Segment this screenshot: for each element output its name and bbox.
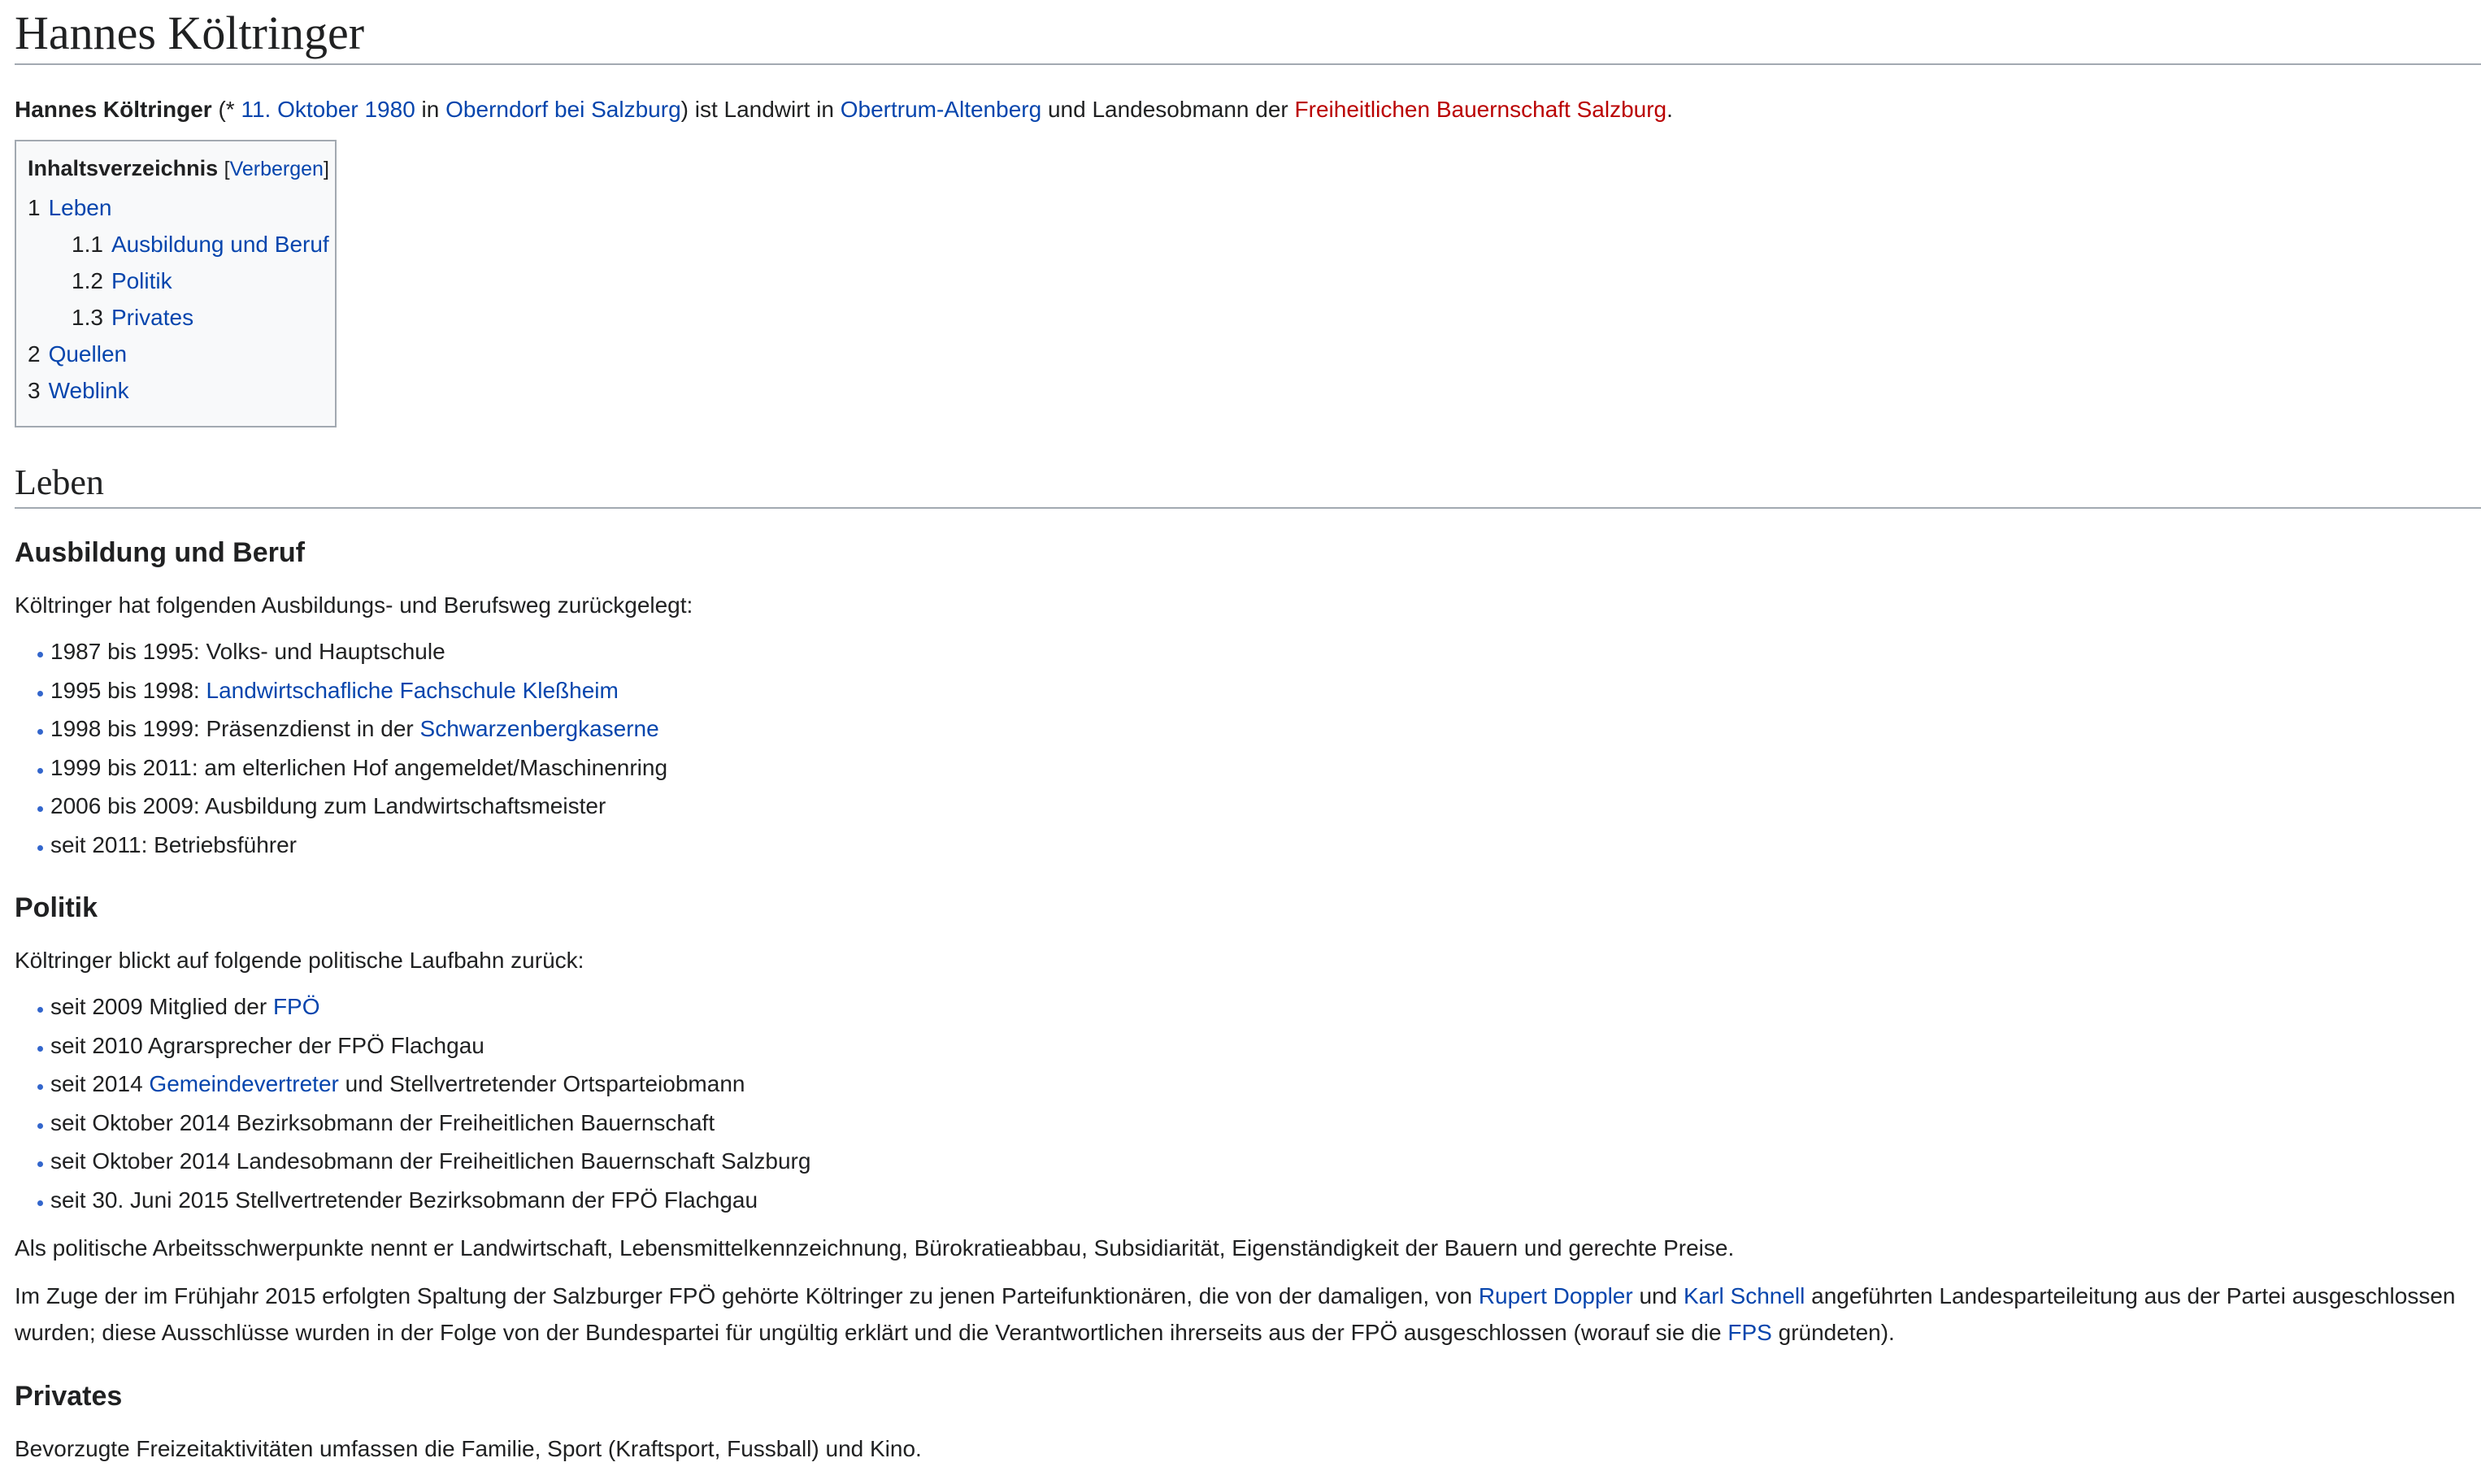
intro-text: (* bbox=[211, 97, 241, 122]
article-subject-name: Hannes Költringer bbox=[15, 97, 212, 122]
bullet-icon bbox=[37, 768, 43, 774]
list-item bbox=[15, 752, 667, 791]
toc-number: 1.1 bbox=[72, 232, 103, 257]
toc-link[interactable]: Privates bbox=[111, 305, 194, 330]
bullet-icon bbox=[37, 1161, 43, 1167]
toc-item-politik[interactable] bbox=[72, 266, 172, 297]
bullet-icon bbox=[37, 1046, 43, 1052]
subsection-heading-privates: Privates bbox=[15, 1381, 123, 1412]
subsection-heading-ausbildung: Ausbildung und Beruf bbox=[15, 537, 305, 568]
title-divider bbox=[15, 63, 2481, 65]
toc-item-weblink[interactable] bbox=[28, 375, 129, 406]
bullet-icon bbox=[37, 1200, 43, 1206]
bullet-icon bbox=[37, 1007, 43, 1013]
intro-text: ) ist Landwirt in bbox=[680, 97, 841, 122]
intro-text: . bbox=[1666, 97, 1673, 122]
paragraph-text: und bbox=[1632, 1283, 1684, 1308]
toc-link[interactable]: Quellen bbox=[48, 341, 128, 367]
bullet-icon bbox=[37, 1084, 43, 1090]
list-item-text: seit 2011: Betriebsführer bbox=[50, 831, 297, 857]
section-divider bbox=[15, 507, 2481, 509]
birth-place-link[interactable]: Oberndorf bei Salzburg bbox=[445, 97, 681, 122]
list-item-text: 1999 bis 2011: am elterlichen Hof angemeldet/Maschinenring bbox=[50, 754, 668, 780]
list-item bbox=[15, 675, 667, 714]
list-item-text: 2006 bis 2009: Ausbildung zum Landwirtschaftsmeister bbox=[50, 793, 606, 818]
list-item bbox=[15, 790, 667, 829]
list-item-text: 1995 bis 1998: bbox=[50, 677, 206, 703]
bullet-icon bbox=[37, 729, 43, 735]
toc-link[interactable]: Weblink bbox=[48, 378, 129, 403]
toc-toggle-wrapper bbox=[224, 158, 329, 180]
toc-link[interactable]: Ausbildung und Beruf bbox=[111, 232, 329, 257]
list-item-text: seit 30. Juni 2015 Stellvertretender Bezirksobmann der FPÖ Flachgau bbox=[50, 1187, 758, 1213]
toc-link[interactable]: Leben bbox=[48, 195, 112, 220]
toc-item-leben[interactable] bbox=[28, 193, 111, 223]
rupert-doppler-link[interactable]: Rupert Doppler bbox=[1478, 1283, 1633, 1308]
fpoe-link[interactable]: FPÖ bbox=[272, 994, 320, 1019]
politik-list bbox=[15, 991, 810, 1222]
list-item-text: 1987 bis 1995: Volks- und Hauptschule bbox=[50, 639, 445, 664]
toc-bracket: [ bbox=[224, 158, 230, 180]
politik-paragraph-2-line-2 bbox=[15, 1317, 1895, 1349]
list-item bbox=[15, 1145, 810, 1184]
page-title: Hannes Költringer bbox=[15, 7, 365, 59]
toc-number: 3 bbox=[28, 378, 41, 403]
toc-item-quellen[interactable] bbox=[28, 339, 127, 370]
paragraph-text: Im Zuge der im Frühjahr 2015 erfolgten Spaltung der Salzburger FPÖ gehörte Költringer zu jenen Parteifunktionären, die von der damaligen, von bbox=[15, 1283, 1479, 1308]
list-item bbox=[15, 991, 810, 1030]
toc-title: Inhaltsverzeichnis bbox=[28, 156, 219, 180]
kaserne-link[interactable]: Schwarzenbergkaserne bbox=[419, 716, 659, 741]
list-item bbox=[15, 1030, 810, 1069]
toc-number: 1.3 bbox=[72, 305, 103, 330]
toc-number: 1 bbox=[28, 195, 41, 220]
list-item-text: 1998 bis 1999: Präsenzdienst in der bbox=[50, 716, 420, 741]
toc-hide-toggle[interactable]: Verbergen bbox=[229, 158, 324, 180]
list-item-text: seit 2009 Mitglied der bbox=[50, 994, 273, 1019]
toc-item-privates[interactable] bbox=[72, 302, 193, 333]
list-item bbox=[15, 1184, 810, 1223]
politik-paragraph-1: Als politische Arbeitsschwerpunkte nennt er Landwirtschaft, Lebensmittelkennzeichnung, Bürokratieabbau, Subsidiarität, Eigenständigkeit der Bauern und gerechte Preise. bbox=[15, 1235, 1735, 1261]
bullet-icon bbox=[37, 806, 43, 812]
toc-item-ausbildung[interactable] bbox=[72, 229, 329, 260]
list-item bbox=[15, 829, 667, 868]
ausbildung-intro: Költringer hat folgenden Ausbildungs- und Berufsweg zurückgelegt: bbox=[15, 592, 693, 618]
bullet-icon bbox=[37, 845, 43, 851]
intro-paragraph bbox=[15, 93, 1673, 126]
bullet-icon bbox=[37, 652, 43, 657]
residence-link[interactable]: Obertrum-Altenberg bbox=[840, 97, 1042, 122]
toc-bracket: ] bbox=[323, 158, 329, 180]
toc-number: 2 bbox=[28, 341, 41, 367]
politik-intro: Költringer blickt auf folgende politische Laufbahn zurück: bbox=[15, 948, 584, 973]
birth-date-link[interactable]: 11. Oktober 1980 bbox=[241, 97, 415, 122]
list-item bbox=[15, 1068, 810, 1107]
intro-text: in bbox=[415, 97, 446, 122]
list-item bbox=[15, 1107, 810, 1146]
list-item bbox=[15, 636, 667, 675]
list-item-text: seit Oktober 2014 Bezirksobmann der Freiheitlichen Bauernschaft bbox=[50, 1109, 715, 1135]
paragraph-text: gründeten). bbox=[1771, 1320, 1895, 1345]
section-heading-leben: Leben bbox=[15, 462, 104, 502]
karl-schnell-link[interactable]: Karl Schnell bbox=[1683, 1283, 1805, 1308]
intro-text: und Landesobmann der bbox=[1041, 97, 1295, 122]
bullet-icon bbox=[37, 1123, 43, 1129]
subsection-heading-politik: Politik bbox=[15, 892, 98, 923]
list-item-text: seit 2010 Agrarsprecher der FPÖ Flachgau bbox=[50, 1032, 484, 1058]
organization-redlink[interactable]: Freiheitlichen Bauernschaft Salzburg bbox=[1294, 97, 1667, 122]
fps-link[interactable]: FPS bbox=[1727, 1320, 1772, 1345]
ausbildung-list bbox=[15, 636, 667, 867]
toc-number: 1.2 bbox=[72, 268, 103, 293]
toc-header bbox=[28, 153, 329, 184]
list-item-text: seit Oktober 2014 Landesobmann der Freiheitlichen Bauernschaft Salzburg bbox=[50, 1148, 811, 1174]
list-item-text: und Stellvertretender Ortsparteiobmann bbox=[338, 1071, 745, 1096]
list-item-text: seit 2014 bbox=[50, 1071, 150, 1096]
table-of-contents bbox=[15, 140, 337, 427]
politik-paragraph-2-line-1 bbox=[15, 1280, 2455, 1313]
privates-paragraph: Bevorzugte Freizeitaktivitäten umfassen die Familie, Sport (Kraftsport, Fussball) und Kino. bbox=[15, 1436, 922, 1461]
gemeindevertreter-link[interactable]: Gemeindevertreter bbox=[149, 1071, 339, 1096]
list-item bbox=[15, 713, 667, 752]
bullet-icon bbox=[37, 691, 43, 696]
paragraph-text: wurden; diese Ausschlüsse wurden in der Folge von der Bundespartei für ungültig erklärt und die Verantwortlichen ihrerseits aus der FPÖ ausgeschlossen (worauf sie die bbox=[15, 1320, 1728, 1345]
fachschule-link[interactable]: Landwirtschafliche Fachschule Kleßheim bbox=[206, 677, 619, 703]
toc-link[interactable]: Politik bbox=[111, 268, 172, 293]
paragraph-text: angeführten Landesparteileitung aus der Partei ausgeschlossen bbox=[1805, 1283, 2456, 1308]
